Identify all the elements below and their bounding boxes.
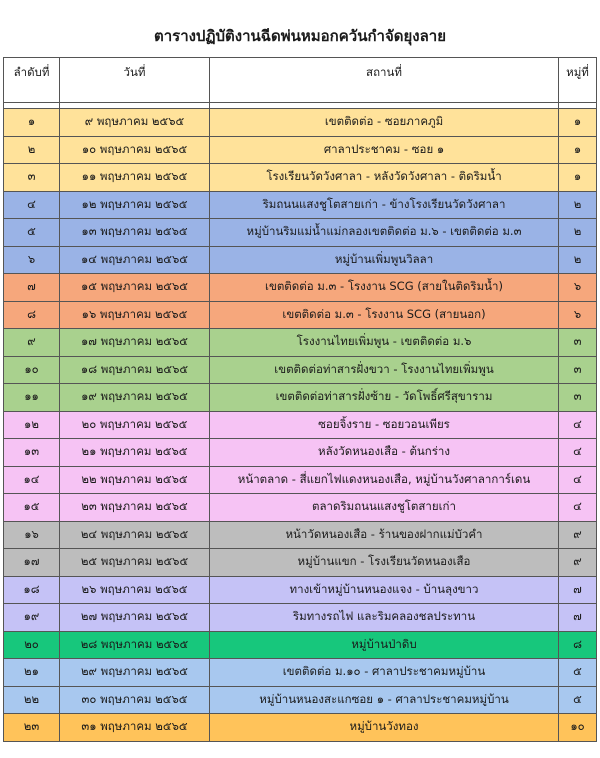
table-row bbox=[4, 191, 597, 219]
cell-order: ๑๖ bbox=[4, 521, 60, 549]
cell-date: ๒๔ พฤษภาคม ๒๕๖๕ bbox=[60, 521, 210, 549]
cell-moo: ๖ bbox=[559, 274, 597, 302]
cell-place: เขตติดต่อท่าสารฝั่งซ้าย - วัดโพธิ์ศรีสุขาราม bbox=[210, 384, 559, 412]
schedule-table bbox=[3, 57, 597, 742]
cell-order: ๑๓ bbox=[4, 439, 60, 467]
header-place: สถานที่ bbox=[210, 58, 559, 103]
cell-order: ๒๒ bbox=[4, 686, 60, 714]
table-row bbox=[4, 686, 597, 714]
cell-date: ๒๕ พฤษภาคม ๒๕๖๕ bbox=[60, 549, 210, 577]
cell-order: ๑๒ bbox=[4, 411, 60, 439]
cell-date: ๑๖ พฤษภาคม ๒๕๖๕ bbox=[60, 301, 210, 329]
cell-order: ๗ bbox=[4, 274, 60, 302]
table-row bbox=[4, 714, 597, 742]
table-row bbox=[4, 384, 597, 412]
cell-moo: ๔ bbox=[559, 494, 597, 522]
cell-order: ๔ bbox=[4, 191, 60, 219]
table-row bbox=[4, 631, 597, 659]
cell-moo: ๔ bbox=[559, 439, 597, 467]
cell-moo: ๑ bbox=[559, 164, 597, 192]
cell-moo: ๘ bbox=[559, 631, 597, 659]
cell-place: เขตติดต่อ - ซอยภาคภูมิ bbox=[210, 109, 559, 137]
cell-order: ๒๐ bbox=[4, 631, 60, 659]
cell-place: เขตติดต่อท่าสารฝั่งขวา - โรงงานไทยเพิ่มพูน bbox=[210, 356, 559, 384]
table-row bbox=[4, 494, 597, 522]
table-row bbox=[4, 246, 597, 274]
cell-date: ๑๘ พฤษภาคม ๒๕๖๕ bbox=[60, 356, 210, 384]
cell-order: ๑๘ bbox=[4, 576, 60, 604]
cell-place: เขตติดต่อ ม.๓ - โรงงาน SCG (สายนอก) bbox=[210, 301, 559, 329]
table-row bbox=[4, 411, 597, 439]
cell-place: ริมถนนแสงชูโตสายเก่า - ข้างโรงเรียนวัดวังศาลา bbox=[210, 191, 559, 219]
table-row bbox=[4, 659, 597, 687]
cell-moo: ๓ bbox=[559, 329, 597, 357]
cell-moo: ๒ bbox=[559, 246, 597, 274]
cell-place: ศาลาประชาคม - ซอย ๑ bbox=[210, 136, 559, 164]
cell-place: หมู่บ้านริมแม่น้ำแม่กลองเขตติดต่อ ม.๖ - เขตติดต่อ ม.๓ bbox=[210, 219, 559, 247]
cell-moo: ๓ bbox=[559, 384, 597, 412]
cell-place: หน้าตลาด - สี่แยกไฟแดงหนองเสือ, หมู่บ้านวังศาลาการ์เดน bbox=[210, 466, 559, 494]
cell-date: ๓๐ พฤษภาคม ๒๕๖๕ bbox=[60, 686, 210, 714]
cell-moo: ๒ bbox=[559, 219, 597, 247]
cell-date: ๒๙ พฤษภาคม ๒๕๖๕ bbox=[60, 659, 210, 687]
cell-place: หมู่บ้านเพิ่มพูนวิลลา bbox=[210, 246, 559, 274]
cell-date: ๒๗ พฤษภาคม ๒๕๖๕ bbox=[60, 604, 210, 632]
cell-place: หมู่บ้านหนองสะแกซอย ๑ - ศาลาประชาคมหมู่บ้าน bbox=[210, 686, 559, 714]
cell-date: ๑๑ พฤษภาคม ๒๕๖๕ bbox=[60, 164, 210, 192]
header-row bbox=[4, 58, 597, 103]
cell-place: เขตติดต่อ ม.๓ - โรงงาน SCG (สายในติดริมน้ำ) bbox=[210, 274, 559, 302]
cell-place: ตลาดริมถนนแสงชูโตสายเก่า bbox=[210, 494, 559, 522]
cell-order: ๑๗ bbox=[4, 549, 60, 577]
cell-order: ๖ bbox=[4, 246, 60, 274]
cell-order: ๑๑ bbox=[4, 384, 60, 412]
cell-date: ๑๔ พฤษภาคม ๒๕๖๕ bbox=[60, 246, 210, 274]
table-row bbox=[4, 219, 597, 247]
table-row bbox=[4, 274, 597, 302]
cell-date: ๑๒ พฤษภาคม ๒๕๖๕ bbox=[60, 191, 210, 219]
cell-place: หน้าวัดหนองเสือ - ร้านของฝากแม่บัวคำ bbox=[210, 521, 559, 549]
cell-order: ๑๐ bbox=[4, 356, 60, 384]
cell-moo: ๔ bbox=[559, 411, 597, 439]
cell-moo: ๖ bbox=[559, 301, 597, 329]
table-row bbox=[4, 439, 597, 467]
table-row bbox=[4, 549, 597, 577]
cell-place: หลังวัดหนองเสือ - ต้นกร่าง bbox=[210, 439, 559, 467]
cell-date: ๒๘ พฤษภาคม ๒๕๖๕ bbox=[60, 631, 210, 659]
cell-place: ทางเข้าหมู่บ้านหนองแจง - บ้านลุงขาว bbox=[210, 576, 559, 604]
table-row bbox=[4, 466, 597, 494]
table-row bbox=[4, 521, 597, 549]
cell-moo: ๗ bbox=[559, 576, 597, 604]
cell-moo: ๑ bbox=[559, 136, 597, 164]
cell-order: ๒ bbox=[4, 136, 60, 164]
table-row bbox=[4, 136, 597, 164]
cell-order: ๑๔ bbox=[4, 466, 60, 494]
page-title: ตารางปฏิบัติงานฉีดพ่นหมอกควันกำจัดยุงลาย bbox=[153, 27, 447, 45]
table-row bbox=[4, 164, 597, 192]
cell-date: ๙ พฤษภาคม ๒๕๖๕ bbox=[60, 109, 210, 137]
cell-place: ซอยจิ้งราย - ซอยวอนเพียร bbox=[210, 411, 559, 439]
cell-date: ๑๕ พฤษภาคม ๒๕๖๕ bbox=[60, 274, 210, 302]
cell-order: ๕ bbox=[4, 219, 60, 247]
cell-order: ๓ bbox=[4, 164, 60, 192]
cell-moo: ๕ bbox=[559, 659, 597, 687]
table-row bbox=[4, 356, 597, 384]
header-date: วันที่ bbox=[60, 58, 210, 103]
cell-order: ๑๕ bbox=[4, 494, 60, 522]
cell-date: ๑๓ พฤษภาคม ๒๕๖๕ bbox=[60, 219, 210, 247]
table-row bbox=[4, 109, 597, 137]
table-row bbox=[4, 604, 597, 632]
cell-date: ๒๑ พฤษภาคม ๒๕๖๕ bbox=[60, 439, 210, 467]
cell-order: ๑๙ bbox=[4, 604, 60, 632]
cell-date: ๒๐ พฤษภาคม ๒๕๖๕ bbox=[60, 411, 210, 439]
cell-date: ๒๖ พฤษภาคม ๒๕๖๕ bbox=[60, 576, 210, 604]
cell-order: ๘ bbox=[4, 301, 60, 329]
cell-moo: ๓ bbox=[559, 356, 597, 384]
cell-moo: ๗ bbox=[559, 604, 597, 632]
cell-date: ๑๐ พฤษภาคม ๒๕๖๕ bbox=[60, 136, 210, 164]
cell-moo: ๙ bbox=[559, 521, 597, 549]
cell-date: ๑๙ พฤษภาคม ๒๕๖๕ bbox=[60, 384, 210, 412]
cell-place: โรงเรียนวัดวังศาลา - หลังวัดวังศาลา - ติดริมน้ำ bbox=[210, 164, 559, 192]
cell-place: หมู่บ้านวังทอง bbox=[210, 714, 559, 742]
cell-place: โรงงานไทยเพิ่มพูน - เขตติดต่อ ม.๖ bbox=[210, 329, 559, 357]
cell-date: ๒๒ พฤษภาคม ๒๕๖๕ bbox=[60, 466, 210, 494]
table-row bbox=[4, 329, 597, 357]
cell-date: ๒๓ พฤษภาคม ๒๕๖๕ bbox=[60, 494, 210, 522]
cell-order: ๙ bbox=[4, 329, 60, 357]
cell-date: ๑๗ พฤษภาคม ๒๕๖๕ bbox=[60, 329, 210, 357]
header-moo: หมู่ที่ bbox=[559, 58, 597, 103]
cell-place: ริมทางรถไฟ และริมคลองชลประทาน bbox=[210, 604, 559, 632]
cell-moo: ๙ bbox=[559, 549, 597, 577]
cell-moo: ๒ bbox=[559, 191, 597, 219]
table-row bbox=[4, 576, 597, 604]
cell-order: ๒๓ bbox=[4, 714, 60, 742]
header-order: ลำดับที่ bbox=[4, 58, 60, 103]
cell-moo: ๕ bbox=[559, 686, 597, 714]
table-row bbox=[4, 301, 597, 329]
cell-place: เขตติดต่อ ม.๑๐ - ศาลาประชาคมหมู่บ้าน bbox=[210, 659, 559, 687]
cell-place: หมู่บ้านแขก - โรงเรียนวัดหนองเสือ bbox=[210, 549, 559, 577]
cell-place: หมู่บ้านป่าดิบ bbox=[210, 631, 559, 659]
cell-date: ๓๑ พฤษภาคม ๒๕๖๕ bbox=[60, 714, 210, 742]
cell-order: ๒๑ bbox=[4, 659, 60, 687]
cell-moo: ๑ bbox=[559, 109, 597, 137]
cell-moo: ๑๐ bbox=[559, 714, 597, 742]
cell-order: ๑ bbox=[4, 109, 60, 137]
cell-moo: ๔ bbox=[559, 466, 597, 494]
